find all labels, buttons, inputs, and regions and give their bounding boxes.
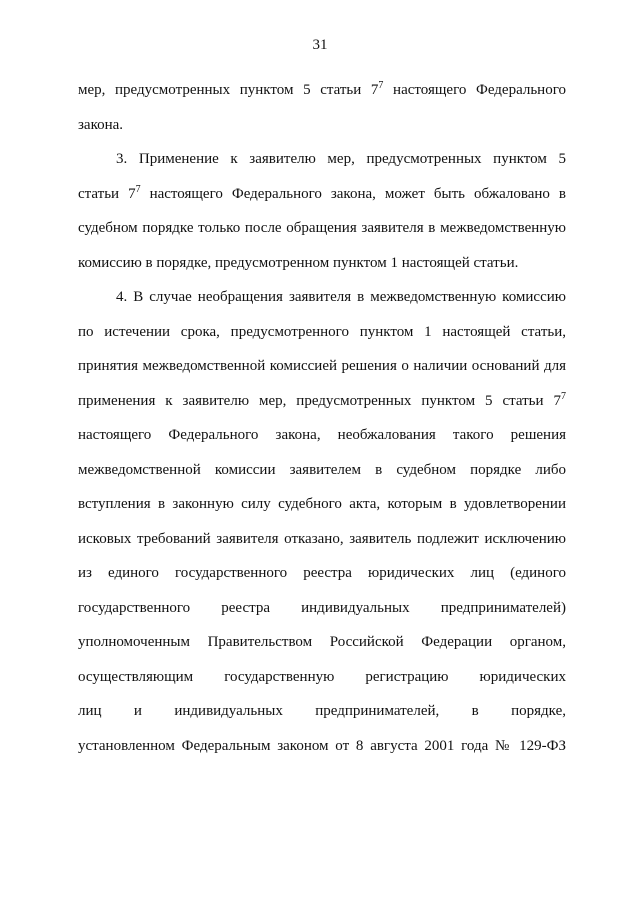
text-line: по истечении срока, предусмотренного пунктом 1 настоящей статьи, — [78, 323, 566, 340]
text-line: мер, предусмотренных пунктом 5 статьи $7^7$ настоящего Федерального — [78, 80, 566, 98]
text-line: судебном порядке только после обращения заявителя в межведомственную — [78, 220, 566, 236]
text-line: уполномоченным Правительством Российской Федерации органом, — [78, 634, 566, 650]
text-line: применения к заявителю мер, предусмотренных пунктом 5 статьи $7^7$ — [78, 390, 566, 409]
text-line: лиц и индивидуальных предпринимателей, в порядке, — [78, 703, 566, 719]
text-line: комиссию в порядке, предусмотренном пунктом 1 настоящей статьи. — [78, 254, 519, 271]
text-line: 3. Применение к заявителю мер, предусмотренных пунктом 5 — [116, 151, 566, 167]
text-line: из единого государственного реестра юридических лиц (единого — [78, 565, 566, 581]
text-line: установленном Федеральным законом от 8 августа 2001 года № 129-ФЗ — [78, 737, 566, 754]
text-line: статьи $7^7$ настоящего Федерального закона, может быть обжаловано в — [78, 183, 566, 202]
text-line: межведомственной комиссии заявителем в судебном порядке либо — [78, 461, 566, 478]
text-line: закона. — [78, 116, 124, 133]
text-line: настоящего Федерального закона, необжалования такого решения — [78, 427, 566, 443]
page-number: 31 — [312, 37, 328, 53]
document-body — [78, 73, 566, 763]
paragraph-3 — [78, 142, 566, 280]
text-line: принятия межведомственной комиссией решения о наличии оснований для — [78, 358, 566, 374]
text-line: осуществляющим государственную регистрацию юридических — [78, 668, 566, 685]
paragraph-continuation — [78, 73, 566, 142]
paragraph-4 — [78, 280, 566, 763]
text-line: государственного реестра индивидуальных предпринимателей) — [78, 599, 566, 616]
text-line: исковых требований заявителя отказано, заявитель подлежит исключению — [78, 530, 566, 547]
text-line: 4. В случае необращения заявителя в межведомственную комиссию — [116, 289, 566, 305]
text-line: вступления в законную силу судебного акта, которым в удовлетворении — [78, 496, 566, 512]
